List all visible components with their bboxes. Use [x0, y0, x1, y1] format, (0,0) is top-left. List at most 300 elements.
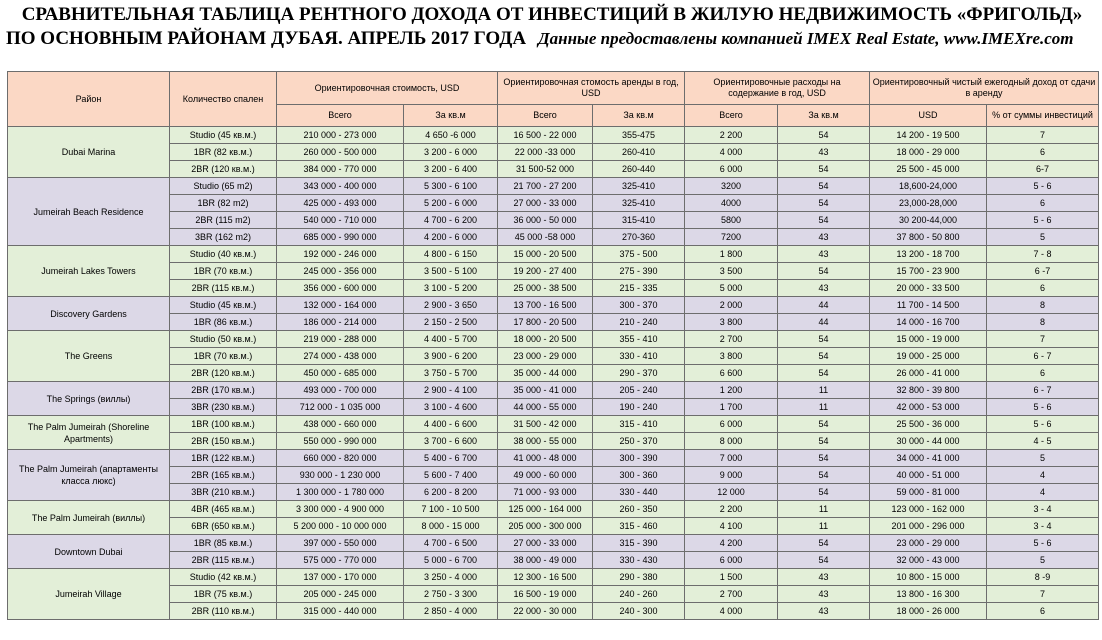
bedrooms-cell: 1BR (100 кв.м.) — [170, 416, 277, 433]
cost-per-sqm-cell: 5 300 - 6 100 — [404, 178, 498, 195]
expenses-per-sqm-cell: 54 — [778, 348, 870, 365]
table-row — [8, 127, 1099, 144]
district-cell: Dubai Marina — [8, 127, 170, 178]
cost-total-cell: 315 000 - 440 000 — [277, 603, 404, 620]
rent-per-sqm-cell: 315 - 410 — [593, 416, 685, 433]
cost-per-sqm-cell: 3 100 - 4 600 — [404, 399, 498, 416]
expenses-total-cell: 3200 — [685, 178, 778, 195]
net-percent-cell: 6 — [987, 144, 1099, 161]
cost-per-sqm-cell: 4 800 - 6 150 — [404, 246, 498, 263]
net-usd-cell: 37 800 - 50 800 — [870, 229, 987, 246]
cost-per-sqm-cell: 4 650 -6 000 — [404, 127, 498, 144]
cost-total-cell: 660 000 - 820 000 — [277, 450, 404, 467]
header-district: Район — [8, 72, 170, 127]
bedrooms-cell: Studio (42 кв.м.) — [170, 569, 277, 586]
net-usd-cell: 32 800 - 39 800 — [870, 382, 987, 399]
header-net-income: Ориентировочный чистый ежегодный доход от сдачи в аренду — [870, 72, 1099, 105]
rent-total-cell: 125 000 - 164 000 — [498, 501, 593, 518]
cost-per-sqm-cell: 2 850 - 4 000 — [404, 603, 498, 620]
expenses-per-sqm-cell: 54 — [778, 416, 870, 433]
header-rent: Ориентировочная стомость аренды в год, USD — [498, 72, 685, 105]
table-row — [8, 365, 1099, 382]
net-usd-cell: 32 000 - 43 000 — [870, 552, 987, 569]
table-row — [8, 280, 1099, 297]
cost-per-sqm-cell: 4 700 - 6 200 — [404, 212, 498, 229]
district-cell: Jumeirah Village — [8, 569, 170, 620]
rent-per-sqm-cell: 250 - 370 — [593, 433, 685, 450]
district-cell: The Palm Jumeirah (виллы) — [8, 501, 170, 535]
bedrooms-cell: 1BR (86 кв.м.) — [170, 314, 277, 331]
bedrooms-cell: 2BR (150 кв.м.) — [170, 433, 277, 450]
expenses-total-cell: 2 200 — [685, 127, 778, 144]
net-usd-cell: 10 800 - 15 000 — [870, 569, 987, 586]
subtitle-date: ПО ОСНОВНЫМ РАЙОНАМ ДУБАЯ. АПРЕЛЬ 2017 ГОДА — [6, 28, 527, 49]
net-usd-cell: 26 000 - 41 000 — [870, 365, 987, 382]
net-percent-cell: 3 - 4 — [987, 501, 1099, 518]
rent-total-cell: 15 000 - 20 500 — [498, 246, 593, 263]
net-percent-cell: 5 - 6 — [987, 399, 1099, 416]
cost-per-sqm-cell: 2 150 - 2 500 — [404, 314, 498, 331]
bedrooms-cell: 2BR (115 m2) — [170, 212, 277, 229]
expenses-total-cell: 8 000 — [685, 433, 778, 450]
rent-total-cell: 35 000 - 44 000 — [498, 365, 593, 382]
net-percent-cell: 4 - 5 — [987, 433, 1099, 450]
rent-total-cell: 45 000 -58 000 — [498, 229, 593, 246]
table-row — [8, 246, 1099, 263]
bedrooms-cell: 6BR (650 кв.м.) — [170, 518, 277, 535]
bedrooms-cell: 1BR (75 кв.м.) — [170, 586, 277, 603]
cost-per-sqm-cell: 5 200 - 6 000 — [404, 195, 498, 212]
page-title: СРАВНИТЕЛЬНАЯ ТАБЛИЦА РЕНТНОГО ДОХОДА ОТ ИНВЕСТИЦИЙ В ЖИЛУЮ НЕДВИЖИМОСТЬ «ФРИГОЛЬД» — [21, 4, 1083, 25]
district-cell: Downtown Dubai — [8, 535, 170, 569]
cost-total-cell: 685 000 - 990 000 — [277, 229, 404, 246]
cost-total-cell: 205 000 - 245 000 — [277, 586, 404, 603]
rent-per-sqm-cell: 290 - 380 — [593, 569, 685, 586]
rent-per-sqm-cell: 300 - 390 — [593, 450, 685, 467]
net-percent-cell: 7 — [987, 331, 1099, 348]
net-percent-cell: 5 — [987, 229, 1099, 246]
cost-total-cell: 712 000 - 1 035 000 — [277, 399, 404, 416]
cost-total-cell: 540 000 - 710 000 — [277, 212, 404, 229]
bedrooms-cell: 1BR (70 кв.м.) — [170, 263, 277, 280]
rent-total-cell: 19 200 - 27 400 — [498, 263, 593, 280]
header-cost-total: Всего — [277, 105, 404, 127]
bedrooms-cell: 1BR (82 кв.м.) — [170, 144, 277, 161]
cost-total-cell: 343 000 - 400 000 — [277, 178, 404, 195]
net-usd-cell: 25 500 - 36 000 — [870, 416, 987, 433]
net-usd-cell: 40 000 - 51 000 — [870, 467, 987, 484]
table-row — [8, 348, 1099, 365]
expenses-total-cell: 3 500 — [685, 263, 778, 280]
net-usd-cell: 30 000 - 44 000 — [870, 433, 987, 450]
net-usd-cell: 14 200 - 19 500 — [870, 127, 987, 144]
rent-total-cell: 22 000 -33 000 — [498, 144, 593, 161]
cost-per-sqm-cell: 8 000 - 15 000 — [404, 518, 498, 535]
net-percent-cell: 4 — [987, 467, 1099, 484]
net-usd-cell: 42 000 - 53 000 — [870, 399, 987, 416]
table-row — [8, 518, 1099, 535]
net-percent-cell: 6 — [987, 603, 1099, 620]
net-usd-cell: 15 700 - 23 900 — [870, 263, 987, 280]
cost-total-cell: 137 000 - 170 000 — [277, 569, 404, 586]
expenses-per-sqm-cell: 43 — [778, 280, 870, 297]
cost-per-sqm-cell: 7 100 - 10 500 — [404, 501, 498, 518]
net-percent-cell: 7 — [987, 127, 1099, 144]
header-cost-per-sqm: За кв.м — [404, 105, 498, 127]
table-row — [8, 297, 1099, 314]
expenses-total-cell: 6 600 — [685, 365, 778, 382]
expenses-per-sqm-cell: 54 — [778, 195, 870, 212]
net-usd-cell: 34 000 - 41 000 — [870, 450, 987, 467]
expenses-per-sqm-cell: 54 — [778, 535, 870, 552]
expenses-per-sqm-cell: 11 — [778, 382, 870, 399]
cost-total-cell: 274 000 - 438 000 — [277, 348, 404, 365]
rental-yield-table — [7, 71, 1099, 620]
cost-total-cell: 550 000 - 990 000 — [277, 433, 404, 450]
bedrooms-cell: 2BR (110 кв.м.) — [170, 603, 277, 620]
cost-per-sqm-cell: 2 900 - 4 100 — [404, 382, 498, 399]
header-bedrooms: Количество спален — [170, 72, 277, 127]
bedrooms-cell: 3BR (162 m2) — [170, 229, 277, 246]
expenses-total-cell: 12 000 — [685, 484, 778, 501]
district-cell: The Greens — [8, 331, 170, 382]
net-percent-cell: 6 -7 — [987, 263, 1099, 280]
cost-total-cell: 186 000 - 214 000 — [277, 314, 404, 331]
cost-total-cell: 3 300 000 - 4 900 000 — [277, 501, 404, 518]
cost-total-cell: 192 000 - 246 000 — [277, 246, 404, 263]
net-usd-cell: 25 500 - 45 000 — [870, 161, 987, 178]
table-row — [8, 535, 1099, 552]
table-row — [8, 161, 1099, 178]
rent-per-sqm-cell: 325-410 — [593, 195, 685, 212]
cost-total-cell: 1 300 000 - 1 780 000 — [277, 484, 404, 501]
rent-per-sqm-cell: 260 - 350 — [593, 501, 685, 518]
rent-total-cell: 31 500-52 000 — [498, 161, 593, 178]
net-percent-cell: 3 - 4 — [987, 518, 1099, 535]
cost-total-cell: 450 000 - 685 000 — [277, 365, 404, 382]
expenses-per-sqm-cell: 54 — [778, 178, 870, 195]
rent-total-cell: 17 800 - 20 500 — [498, 314, 593, 331]
table-row — [8, 229, 1099, 246]
net-percent-cell: 4 — [987, 484, 1099, 501]
rent-per-sqm-cell: 260-440 — [593, 161, 685, 178]
cost-total-cell: 356 000 - 600 000 — [277, 280, 404, 297]
expenses-total-cell: 4 200 — [685, 535, 778, 552]
expenses-per-sqm-cell: 54 — [778, 450, 870, 467]
rent-total-cell: 23 000 - 29 000 — [498, 348, 593, 365]
rent-per-sqm-cell: 355 - 410 — [593, 331, 685, 348]
expenses-per-sqm-cell: 43 — [778, 144, 870, 161]
expenses-per-sqm-cell: 43 — [778, 603, 870, 620]
expenses-total-cell: 5 000 — [685, 280, 778, 297]
table-row — [8, 467, 1099, 484]
rent-total-cell: 35 000 - 41 000 — [498, 382, 593, 399]
expenses-total-cell: 1 500 — [685, 569, 778, 586]
rent-total-cell: 27 000 - 33 000 — [498, 535, 593, 552]
cost-total-cell: 384 000 - 770 000 — [277, 161, 404, 178]
net-usd-cell: 23,000-28,000 — [870, 195, 987, 212]
net-usd-cell: 18 000 - 29 000 — [870, 144, 987, 161]
rent-per-sqm-cell: 205 - 240 — [593, 382, 685, 399]
rent-per-sqm-cell: 240 - 260 — [593, 586, 685, 603]
cost-total-cell: 210 000 - 273 000 — [277, 127, 404, 144]
bedrooms-cell: 2BR (120 кв.м.) — [170, 365, 277, 382]
cost-per-sqm-cell: 3 500 - 5 100 — [404, 263, 498, 280]
net-usd-cell: 18,600-24,000 — [870, 178, 987, 195]
net-percent-cell: 5 - 6 — [987, 416, 1099, 433]
rent-total-cell: 38 000 - 49 000 — [498, 552, 593, 569]
net-percent-cell: 5 — [987, 450, 1099, 467]
expenses-total-cell: 3 800 — [685, 348, 778, 365]
expenses-per-sqm-cell: 44 — [778, 314, 870, 331]
header-net-percent: % от суммы инвестиций — [987, 105, 1099, 127]
expenses-total-cell: 5800 — [685, 212, 778, 229]
expenses-per-sqm-cell: 11 — [778, 501, 870, 518]
table-row — [8, 433, 1099, 450]
cost-total-cell: 219 000 - 288 000 — [277, 331, 404, 348]
expenses-total-cell: 9 000 — [685, 467, 778, 484]
header-rent-total: Всего — [498, 105, 593, 127]
cost-total-cell: 260 000 - 500 000 — [277, 144, 404, 161]
cost-per-sqm-cell: 4 700 - 6 500 — [404, 535, 498, 552]
rent-per-sqm-cell: 300 - 370 — [593, 297, 685, 314]
expenses-per-sqm-cell: 43 — [778, 246, 870, 263]
cost-per-sqm-cell: 3 900 - 6 200 — [404, 348, 498, 365]
rent-total-cell: 22 000 - 30 000 — [498, 603, 593, 620]
net-percent-cell: 5 — [987, 552, 1099, 569]
bedrooms-cell: 1BR (122 кв.м.) — [170, 450, 277, 467]
table-row — [8, 195, 1099, 212]
table-body — [8, 127, 1099, 620]
bedrooms-cell: 1BR (70 кв.м.) — [170, 348, 277, 365]
cost-total-cell: 930 000 - 1 230 000 — [277, 467, 404, 484]
table-row — [8, 484, 1099, 501]
net-usd-cell: 201 000 - 296 000 — [870, 518, 987, 535]
table-row — [8, 450, 1099, 467]
expenses-per-sqm-cell: 43 — [778, 229, 870, 246]
cost-total-cell: 132 000 - 164 000 — [277, 297, 404, 314]
table-row — [8, 382, 1099, 399]
cost-per-sqm-cell: 5 400 - 6 700 — [404, 450, 498, 467]
rent-per-sqm-cell: 315 - 460 — [593, 518, 685, 535]
district-cell: The Springs (виллы) — [8, 382, 170, 416]
bedrooms-cell: Studio (45 кв.м.) — [170, 127, 277, 144]
cost-total-cell: 5 200 000 - 10 000 000 — [277, 518, 404, 535]
rent-total-cell: 44 000 - 55 000 — [498, 399, 593, 416]
expenses-per-sqm-cell: 54 — [778, 161, 870, 178]
net-percent-cell: 6 — [987, 365, 1099, 382]
cost-total-cell: 438 000 - 660 000 — [277, 416, 404, 433]
bedrooms-cell: 2BR (115 кв.м.) — [170, 552, 277, 569]
net-usd-cell: 14 000 - 16 700 — [870, 314, 987, 331]
header-rent-per-sqm: За кв.м — [593, 105, 685, 127]
expenses-total-cell: 1 700 — [685, 399, 778, 416]
rent-per-sqm-cell: 315 - 390 — [593, 535, 685, 552]
cost-per-sqm-cell: 6 200 - 8 200 — [404, 484, 498, 501]
expenses-per-sqm-cell: 44 — [778, 297, 870, 314]
page-subtitle — [6, 28, 1100, 50]
bedrooms-cell: 4BR (465 кв.м.) — [170, 501, 277, 518]
expenses-total-cell: 1 800 — [685, 246, 778, 263]
cost-total-cell: 575 000 - 770 000 — [277, 552, 404, 569]
cost-per-sqm-cell: 4 400 - 6 600 — [404, 416, 498, 433]
table-row — [8, 569, 1099, 586]
net-percent-cell: 6 - 7 — [987, 382, 1099, 399]
rent-total-cell: 21 700 - 27 200 — [498, 178, 593, 195]
expenses-total-cell: 6 000 — [685, 552, 778, 569]
rent-per-sqm-cell: 355-475 — [593, 127, 685, 144]
expenses-total-cell: 3 800 — [685, 314, 778, 331]
bedrooms-cell: 3BR (210 кв.м.) — [170, 484, 277, 501]
net-percent-cell: 6 — [987, 195, 1099, 212]
expenses-per-sqm-cell: 54 — [778, 484, 870, 501]
rent-total-cell: 16 500 - 22 000 — [498, 127, 593, 144]
rent-per-sqm-cell: 330 - 430 — [593, 552, 685, 569]
bedrooms-cell: 2BR (170 кв.м.) — [170, 382, 277, 399]
district-cell: Jumeirah Lakes Towers — [8, 246, 170, 297]
table-row — [8, 331, 1099, 348]
expenses-total-cell: 4000 — [685, 195, 778, 212]
cost-per-sqm-cell: 3 200 - 6 400 — [404, 161, 498, 178]
table-row — [8, 552, 1099, 569]
bedrooms-cell: 1BR (82 m2) — [170, 195, 277, 212]
rent-total-cell: 38 000 - 55 000 — [498, 433, 593, 450]
expenses-total-cell: 7 000 — [685, 450, 778, 467]
table-row — [8, 603, 1099, 620]
cost-per-sqm-cell: 2 900 - 3 650 — [404, 297, 498, 314]
rent-total-cell: 71 000 - 93 000 — [498, 484, 593, 501]
header-expenses: Ориентировочные расходы на содержание в год, USD — [685, 72, 870, 105]
rent-total-cell: 12 300 - 16 500 — [498, 569, 593, 586]
net-percent-cell: 8 -9 — [987, 569, 1099, 586]
rent-total-cell: 27 000 - 33 000 — [498, 195, 593, 212]
bedrooms-cell: 2BR (120 кв.м.) — [170, 161, 277, 178]
net-usd-cell: 13 800 - 16 300 — [870, 586, 987, 603]
cost-per-sqm-cell: 2 750 - 3 300 — [404, 586, 498, 603]
header-expenses-per-sqm: За кв.м — [778, 105, 870, 127]
bedrooms-cell: 2BR (165 кв.м.) — [170, 467, 277, 484]
net-percent-cell: 6-7 — [987, 161, 1099, 178]
district-cell: Jumeirah Beach Residence — [8, 178, 170, 246]
cost-per-sqm-cell: 3 250 - 4 000 — [404, 569, 498, 586]
net-percent-cell: 7 - 8 — [987, 246, 1099, 263]
expenses-per-sqm-cell: 11 — [778, 399, 870, 416]
rent-total-cell: 205 000 - 300 000 — [498, 518, 593, 535]
rent-total-cell: 16 500 - 19 000 — [498, 586, 593, 603]
net-usd-cell: 15 000 - 19 000 — [870, 331, 987, 348]
expenses-total-cell: 4 100 — [685, 518, 778, 535]
expenses-total-cell: 7200 — [685, 229, 778, 246]
cost-per-sqm-cell: 3 750 - 5 700 — [404, 365, 498, 382]
net-usd-cell: 20 000 - 33 500 — [870, 280, 987, 297]
expenses-per-sqm-cell: 43 — [778, 586, 870, 603]
net-usd-cell: 13 200 - 18 700 — [870, 246, 987, 263]
rent-per-sqm-cell: 270-360 — [593, 229, 685, 246]
cost-per-sqm-cell: 3 200 - 6 000 — [404, 144, 498, 161]
header-expenses-total: Всего — [685, 105, 778, 127]
table-row — [8, 501, 1099, 518]
cost-per-sqm-cell: 3 700 - 6 600 — [404, 433, 498, 450]
district-cell: Discovery Gardens — [8, 297, 170, 331]
expenses-per-sqm-cell: 54 — [778, 127, 870, 144]
net-usd-cell: 11 700 - 14 500 — [870, 297, 987, 314]
expenses-total-cell: 6 000 — [685, 161, 778, 178]
expenses-total-cell: 4 000 — [685, 603, 778, 620]
rent-per-sqm-cell: 275 - 390 — [593, 263, 685, 280]
net-usd-cell: 30 200-44,000 — [870, 212, 987, 229]
header-cost: Ориентировочная стоимость, USD — [277, 72, 498, 105]
net-percent-cell: 5 - 6 — [987, 178, 1099, 195]
table-row — [8, 212, 1099, 229]
expenses-per-sqm-cell: 54 — [778, 365, 870, 382]
net-percent-cell: 8 — [987, 314, 1099, 331]
table-row — [8, 399, 1099, 416]
cost-per-sqm-cell: 5 600 - 7 400 — [404, 467, 498, 484]
net-percent-cell: 5 - 6 — [987, 212, 1099, 229]
source-note: Данные предоставлены компанией IMEX Real Estate, www.IMEXre.com — [538, 29, 1074, 48]
cost-per-sqm-cell: 4 200 - 6 000 — [404, 229, 498, 246]
net-percent-cell: 5 - 6 — [987, 535, 1099, 552]
rent-total-cell: 13 700 - 16 500 — [498, 297, 593, 314]
cost-per-sqm-cell: 5 000 - 6 700 — [404, 552, 498, 569]
net-usd-cell: 123 000 - 162 000 — [870, 501, 987, 518]
rent-total-cell: 36 000 - 50 000 — [498, 212, 593, 229]
rent-per-sqm-cell: 240 - 300 — [593, 603, 685, 620]
rent-total-cell: 25 000 - 38 500 — [498, 280, 593, 297]
district-cell: The Palm Jumeirah (Shoreline Apartments) — [8, 416, 170, 450]
rent-per-sqm-cell: 330 - 440 — [593, 484, 685, 501]
cost-per-sqm-cell: 4 400 - 5 700 — [404, 331, 498, 348]
table-row — [8, 416, 1099, 433]
cost-total-cell: 425 000 - 493 000 — [277, 195, 404, 212]
expenses-per-sqm-cell: 54 — [778, 433, 870, 450]
table-row — [8, 314, 1099, 331]
cost-per-sqm-cell: 3 100 - 5 200 — [404, 280, 498, 297]
net-usd-cell: 59 000 - 81 000 — [870, 484, 987, 501]
rent-per-sqm-cell: 325-410 — [593, 178, 685, 195]
expenses-per-sqm-cell: 43 — [778, 569, 870, 586]
header-net-usd: USD — [870, 105, 987, 127]
bedrooms-cell: Studio (50 кв.м.) — [170, 331, 277, 348]
bedrooms-cell: 2BR (115 кв.м.) — [170, 280, 277, 297]
rent-per-sqm-cell: 375 - 500 — [593, 246, 685, 263]
rent-total-cell: 49 000 - 60 000 — [498, 467, 593, 484]
cost-total-cell: 397 000 - 550 000 — [277, 535, 404, 552]
rent-per-sqm-cell: 330 - 410 — [593, 348, 685, 365]
expenses-per-sqm-cell: 54 — [778, 467, 870, 484]
bedrooms-cell: Studio (45 кв.м.) — [170, 297, 277, 314]
bedrooms-cell: 3BR (230 кв.м.) — [170, 399, 277, 416]
net-percent-cell: 7 — [987, 586, 1099, 603]
net-usd-cell: 19 000 - 25 000 — [870, 348, 987, 365]
rent-total-cell: 41 000 - 48 000 — [498, 450, 593, 467]
expenses-total-cell: 6 000 — [685, 416, 778, 433]
rent-per-sqm-cell: 260-410 — [593, 144, 685, 161]
rent-per-sqm-cell: 210 - 240 — [593, 314, 685, 331]
expenses-total-cell: 2 200 — [685, 501, 778, 518]
net-usd-cell: 18 000 - 26 000 — [870, 603, 987, 620]
rent-per-sqm-cell: 290 - 370 — [593, 365, 685, 382]
expenses-per-sqm-cell: 54 — [778, 263, 870, 280]
expenses-total-cell: 2 700 — [685, 331, 778, 348]
expenses-per-sqm-cell: 54 — [778, 331, 870, 348]
rent-per-sqm-cell: 190 - 240 — [593, 399, 685, 416]
bedrooms-cell: 1BR (85 кв.м.) — [170, 535, 277, 552]
net-usd-cell: 23 000 - 29 000 — [870, 535, 987, 552]
cost-total-cell: 493 000 - 700 000 — [277, 382, 404, 399]
table-row — [8, 144, 1099, 161]
rent-total-cell: 31 500 - 42 000 — [498, 416, 593, 433]
